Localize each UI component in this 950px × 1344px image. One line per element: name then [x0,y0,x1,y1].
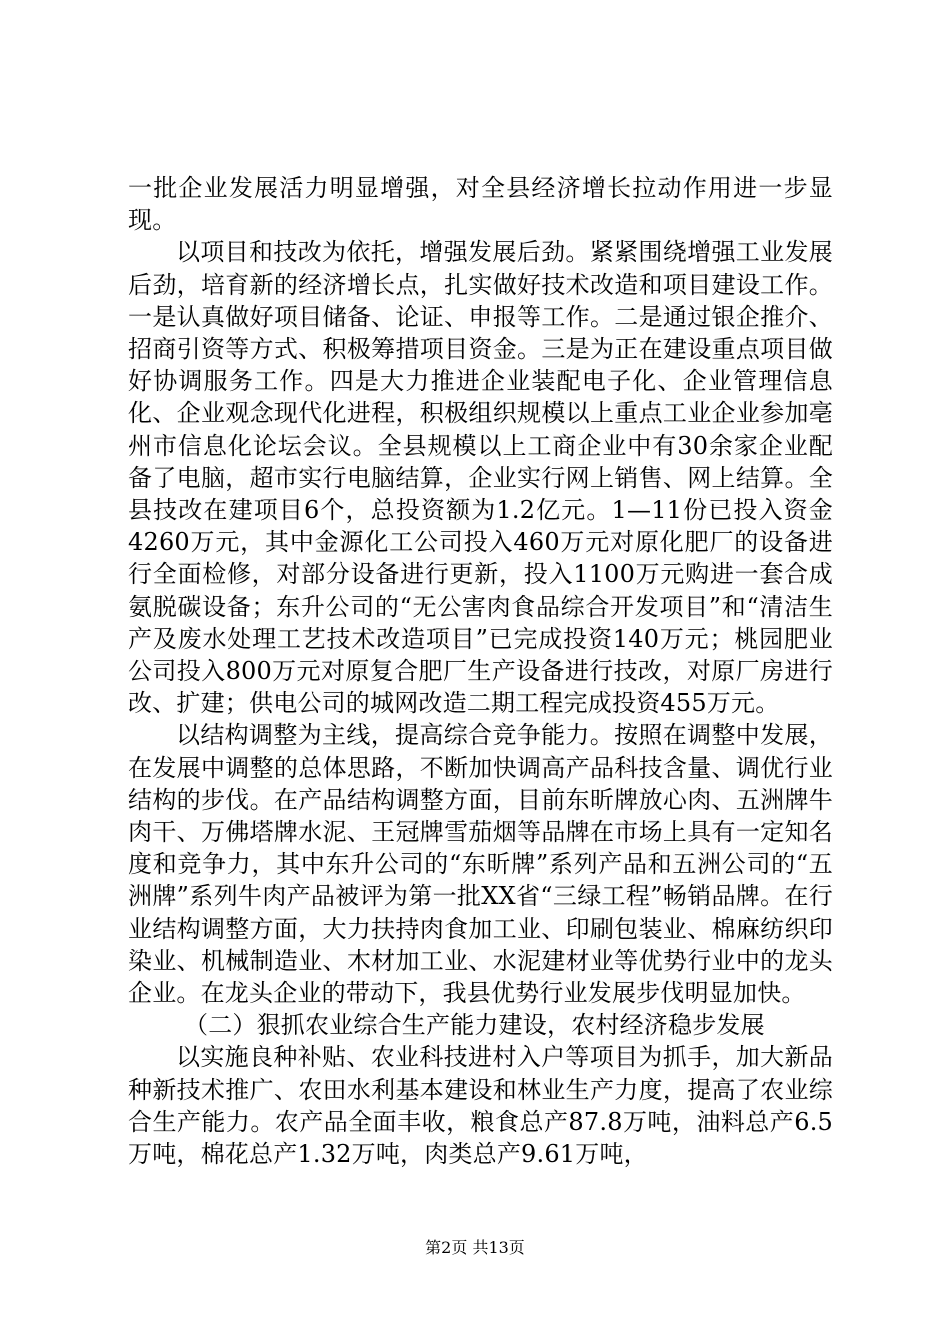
page-number-footer: 第2页 共13页 [425,1238,525,1257]
document-body [128,172,833,1170]
paragraph-structural-adjustment: 以结构调整为主线，提高综合竞争能力。按照在调整中发展，在发展中调整的总体思路，不断加快调高产品科技含量、调优行业结构的步伐。在产品结构调整方面，目前东昕牌放心肉、五洲牌牛肉干、万佛塔牌水泥、王冠牌雪茄烟等品牌在市场上具有一定知名度和竞争力，其中东升公司的“东昕牌”系列产品和五洲公司的“五洲牌”系列牛肉产品被评为第一批XX省“三绿工程”畅销品牌。在行业结构调整方面，大力扶持肉食加工业、印刷包装业、棉麻纺织印染业、机械制造业、木材加工业、水泥建材业等优势行业中的龙头企业。在龙头企业的带动下，我县优势行业发展步伐明显加快。 [128,721,833,1008]
paragraph-continuation: 一批企业发展活力明显增强，对全县经济增长拉动作用进一步显现。 [128,174,833,235]
paragraph-agriculture-capacity: 以实施良种补贴、农业科技进村入户等项目为抓手，加大新品种新技术推广、农田水利基本建设和林业生产力度，提高了农业综合生产能力。农产品全面丰收，粮食总产87.8万吨，油料总产6.5万吨，棉花总产1.32万吨，肉类总产9.61万吨， [128,1043,833,1169]
section-heading-agriculture: （二）狠抓农业综合生产能力建设，农村经济稳步发展 [184,1011,765,1040]
paragraph-projects-and-tech-upgrade: 以项目和技改为依托，增强发展后劲。紧紧围绕增强工业发展后劲，培育新的经济增长点，扎实做好技术改造和项目建设工作。一是认真做好项目储备、论证、申报等工作。二是通过银企推介、招商引资等方式、积极筹措项目资金。三是为正在建设重点项目做好协调服务工作。四是大力推进企业装配电子化、企业管理信息化、企业观念现代化进程，积极组织规模以上重点工业企业参加亳州市信息化论坛会议。全县规模以上工商企业中有30余家企业配备了电脑，超市实行电脑结算，企业实行网上销售、网上结算。全县技改在建项目6个，总投资额为1.2亿元。1—11份已投入资金4260万元，其中金源化工公司投入460万元对原化肥厂的设备进行全面检修，对部分设备进行更新，投入1100万元购进一套合成氨脱碳设备；东升公司的“无公害肉食品综合开发项目”和“清洁生产及废水处理工艺技术改造项目”已完成投资140万元；桃园肥业公司投入800万元对原复合肥厂生产设备进行技改，对原厂房进行改、扩建；供电公司的城网改造二期工程完成投资455万元。 [128,238,833,718]
